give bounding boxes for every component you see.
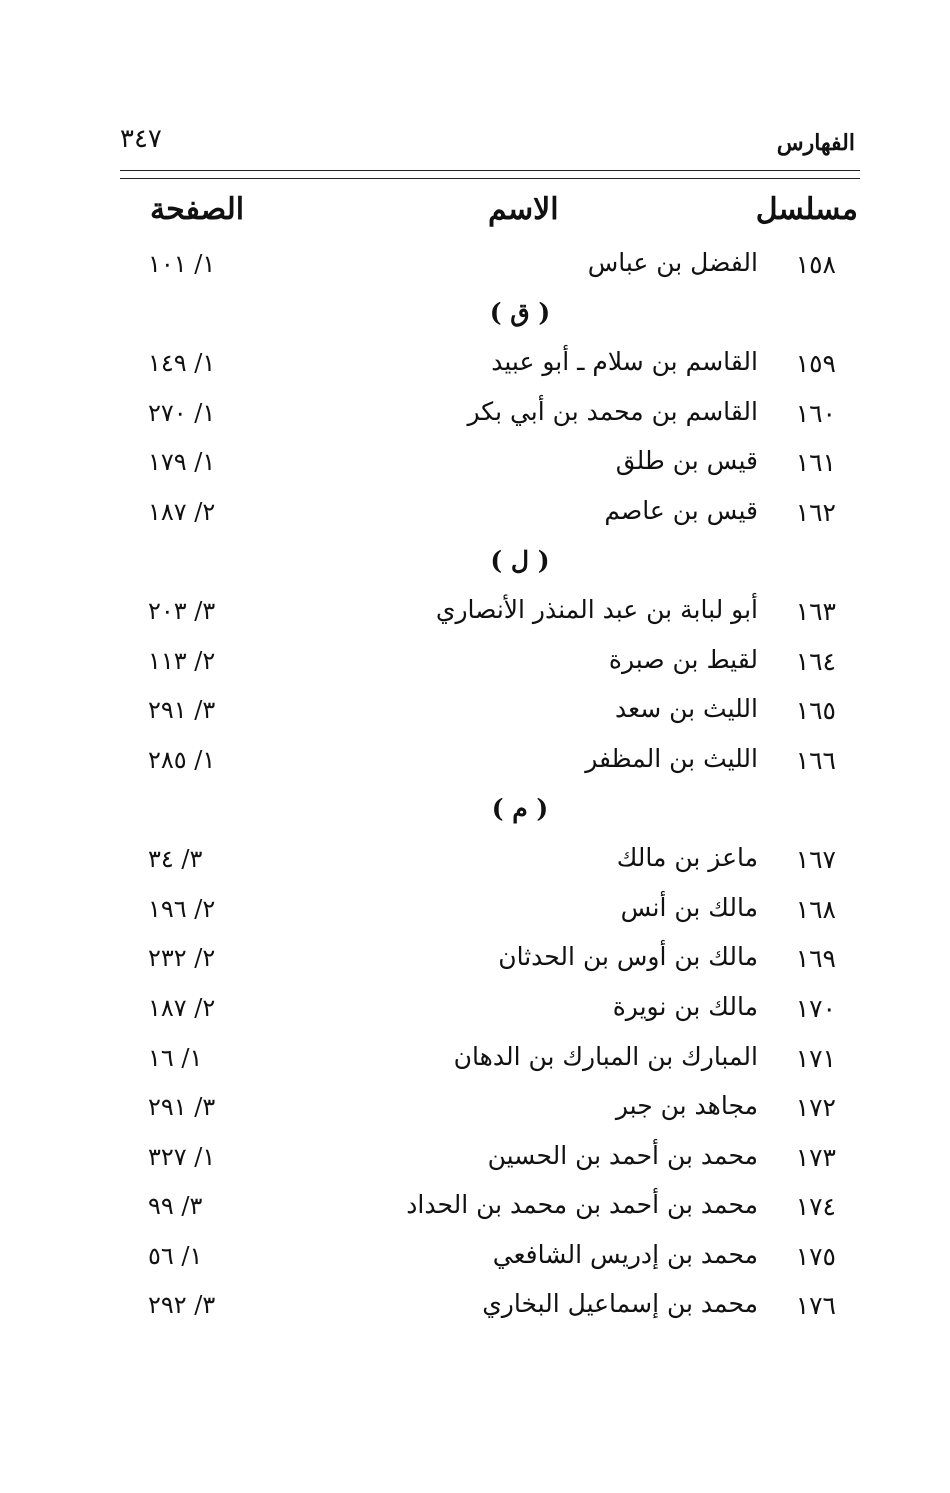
entry-serial: ١٧٦	[795, 1291, 836, 1321]
column-header-serial: مسلسل	[755, 192, 858, 227]
index-entry	[0, 988, 950, 1038]
entry-serial: ١٧٢	[795, 1093, 836, 1123]
entry-name: ماعز بن مالك	[616, 843, 758, 873]
entry-page: ٣/ ٢٩٢	[148, 1291, 216, 1320]
index-entry	[0, 1038, 950, 1088]
column-header-name: الاسم	[488, 192, 559, 227]
entry-serial: ١٧١	[795, 1043, 836, 1073]
entry-page: ٣/ ٢٩١	[148, 696, 216, 725]
index-entry	[0, 591, 950, 641]
header-rule-bottom	[120, 178, 860, 179]
entry-name: مجاهد بن جبر	[615, 1091, 758, 1121]
letter-heading: ( ل )	[490, 545, 550, 575]
index-entry	[0, 1137, 950, 1187]
letter-divider	[0, 542, 950, 592]
entry-name: لقيط بن صبرة	[608, 644, 758, 674]
entry-serial: ١٧٤	[795, 1192, 836, 1222]
index-entry	[0, 393, 950, 443]
entry-page: ١/ ١٤٩	[148, 349, 216, 378]
entry-name: محمد بن أحمد بن محمد بن الحداد	[406, 1190, 758, 1220]
entry-page: ٢/ ٢٣٢	[148, 944, 216, 973]
entry-page: ١/ ٢٨٥	[148, 745, 216, 774]
column-header-page: الصفحة	[150, 192, 245, 227]
entry-serial: ١٦٦	[795, 745, 836, 775]
entry-name: الليث بن سعد	[615, 694, 758, 724]
letter-divider	[0, 790, 950, 840]
entry-serial: ١٦٤	[795, 646, 836, 676]
index-entry	[0, 740, 950, 790]
entry-page: ٣/ ٢٩١	[148, 1093, 216, 1122]
index-list	[0, 244, 950, 1335]
index-entry	[0, 343, 950, 393]
index-entry	[0, 492, 950, 542]
entry-serial: ١٦٧	[795, 845, 836, 875]
entry-serial: ١٧٠	[795, 993, 836, 1023]
entry-serial: ١٦٩	[795, 944, 836, 974]
entry-name: محمد بن إدريس الشافعي	[492, 1239, 758, 1269]
index-entry	[0, 244, 950, 294]
entry-serial: ١٧٣	[795, 1142, 836, 1172]
entry-serial: ١٦٠	[795, 398, 836, 428]
entry-name: محمد بن أحمد بن الحسين	[487, 1140, 758, 1170]
entry-page: ٢/ ١١٣	[148, 646, 216, 675]
index-entry	[0, 938, 950, 988]
entry-name: مالك بن نويرة	[612, 991, 758, 1021]
letter-divider	[0, 294, 950, 344]
index-entry	[0, 442, 950, 492]
entry-serial: ١٦٣	[795, 597, 836, 627]
index-entry	[0, 1285, 950, 1335]
entry-name: مالك بن أوس بن الحدثان	[498, 942, 758, 972]
entry-serial: ١٥٩	[795, 349, 836, 379]
entry-name: قيس بن طلق	[615, 446, 758, 476]
index-entry	[0, 839, 950, 889]
running-title: الفهارس	[776, 130, 855, 156]
entry-page: ٢/ ١٩٦	[148, 894, 216, 923]
entry-page: ١/ ٢٧٠	[148, 398, 216, 427]
entry-page: ٣/ ٩٩	[148, 1192, 203, 1221]
entry-page: ١/ ١٠١	[148, 250, 216, 278]
entry-page: ٣/ ٣٤	[148, 845, 203, 874]
entry-serial: ١٧٥	[795, 1241, 836, 1271]
entry-name: محمد بن إسماعيل البخاري	[482, 1289, 758, 1319]
index-entry	[0, 1087, 950, 1137]
entry-page: ٣/ ٢٠٣	[148, 597, 216, 626]
entry-page: ٢/ ١٨٧	[148, 993, 216, 1022]
header-rule-top	[120, 170, 860, 171]
entry-name: المبارك بن المبارك بن الدهان	[453, 1041, 758, 1071]
index-entry	[0, 1236, 950, 1286]
entry-serial: ١٦٥	[795, 696, 836, 726]
entry-name: القاسم بن محمد بن أبي بكر	[467, 396, 758, 426]
entry-name: قيس بن عاصم	[604, 495, 758, 525]
letter-heading: ( ق )	[489, 297, 551, 327]
entry-page: ١/ ٣٢٧	[148, 1142, 216, 1171]
entry-serial: ١٦١	[795, 448, 836, 478]
entry-page: ١/ ٥٦	[148, 1241, 203, 1270]
page-number: ٣٤٧	[120, 124, 162, 154]
index-entry	[0, 889, 950, 939]
entry-name: مالك بن أنس	[620, 892, 758, 922]
entry-serial: ١٦٢	[795, 497, 836, 527]
entry-name: الفضل بن عباس	[587, 248, 758, 277]
index-entry	[0, 1186, 950, 1236]
entry-name: أبو لبابة بن عبد المنذر الأنصاري	[435, 595, 758, 625]
entry-serial: ١٦٨	[795, 894, 836, 924]
entry-serial: ١٥٨	[795, 250, 836, 279]
entry-name: الليث بن المظفر	[585, 743, 758, 773]
entry-page: ١/ ١٧٩	[148, 448, 216, 477]
entry-page: ٢/ ١٨٧	[148, 497, 216, 526]
entry-name: القاسم بن سلام ـ أبو عبيد	[491, 347, 758, 377]
letter-heading: ( م )	[491, 793, 549, 823]
entry-page: ١/ ١٦	[148, 1043, 203, 1072]
index-entry	[0, 641, 950, 691]
index-entry	[0, 690, 950, 740]
